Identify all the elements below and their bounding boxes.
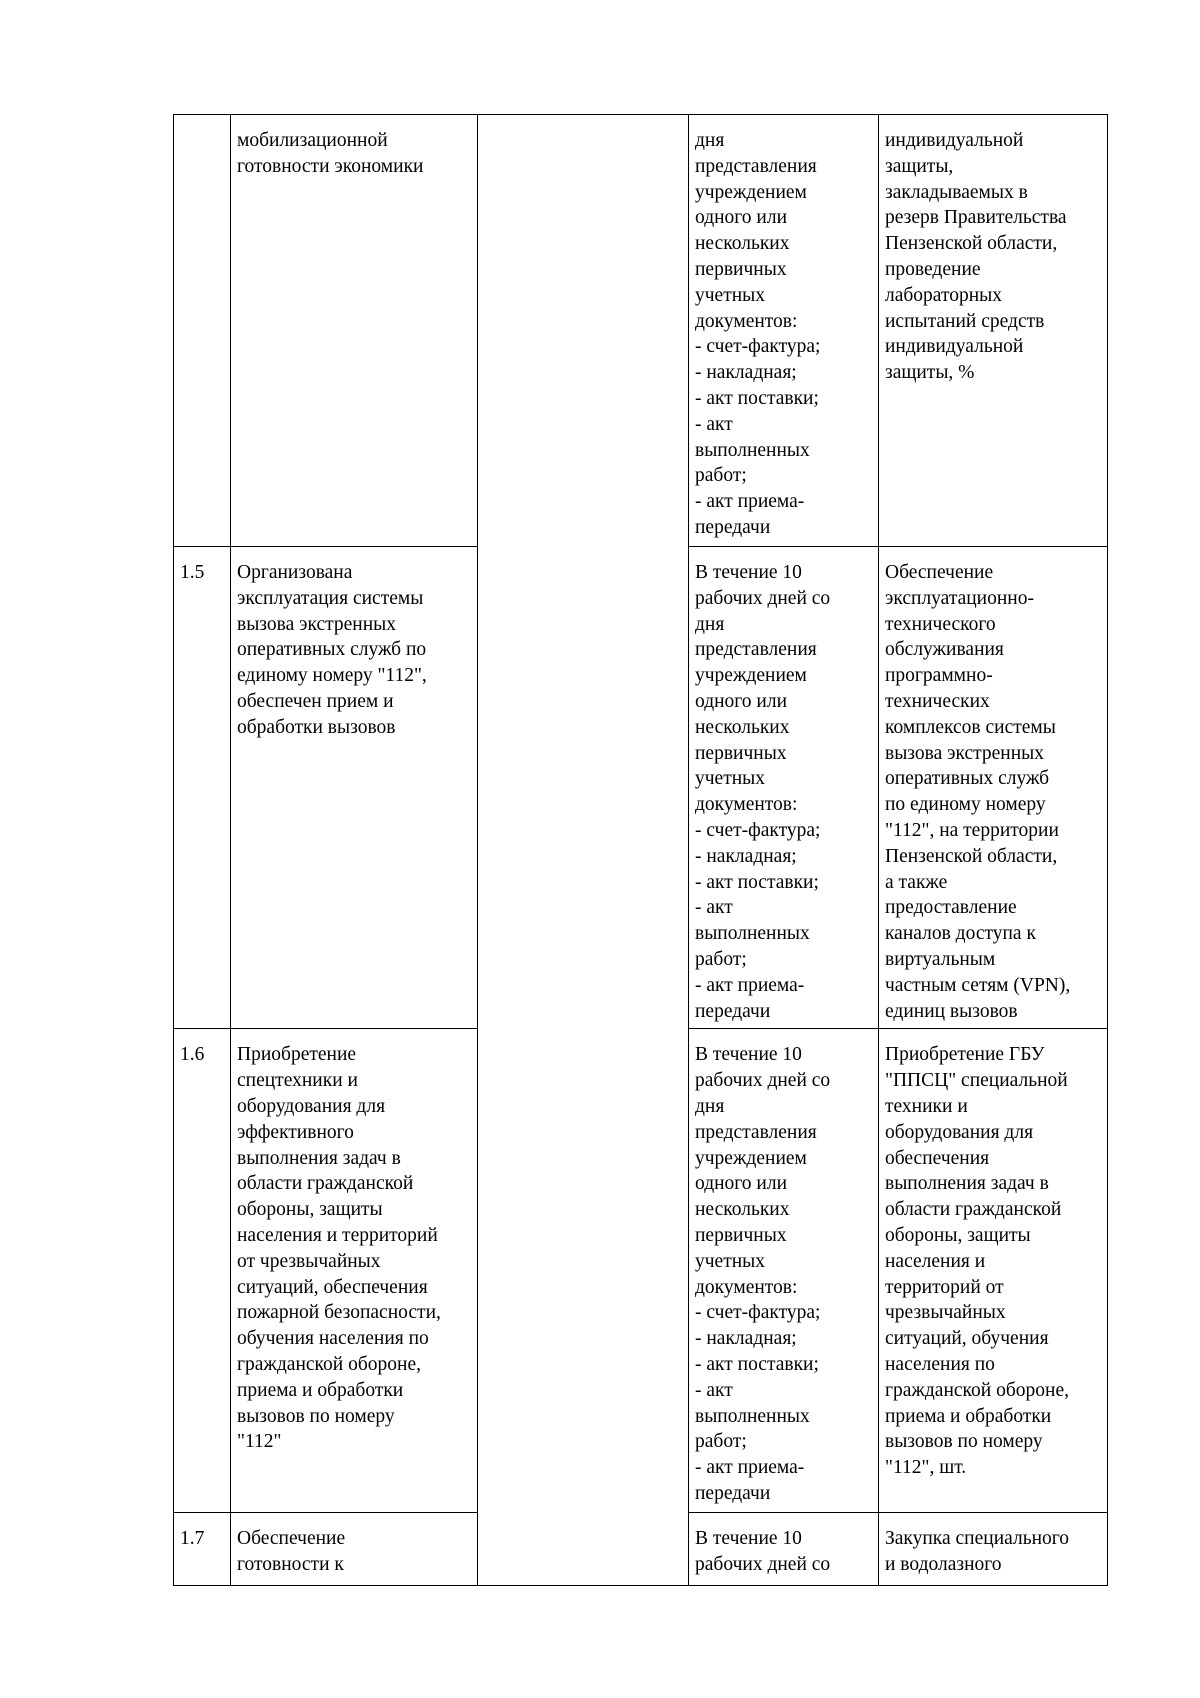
measure-name-cell: Приобретение спецтехники и оборудования для эффективного выполнения задач в области гражданской обороны, защиты населения и территорий от чрезвычайных ситуаций, обеспечения пожарной безопасности, обучения населения по гражданской обороне, приема и обработки вызовов по номеру "112" [231,1029,478,1513]
row-number-cell: 1.7 [174,1513,231,1586]
row-number-cell [174,115,231,547]
document-table [173,114,1108,1586]
term-cell: дня представления учреждением одного или нескольких первичных учетных документов: - счет-фактура; - накладная; - акт поставки; - акт выполненных работ; - акт приема- передачи [689,115,879,547]
measure-name-cell: мобилизационной готовности экономики [231,115,478,547]
indicator-cell: индивидуальной защиты, закладываемых в резерв Правительства Пензенской области, проведение лабораторных испытаний средств индивидуальной защиты, % [879,115,1108,547]
measure-name-cell: Обеспечение готовности к [231,1513,478,1586]
term-cell: В течение 10 рабочих дней со дня представления учреждением одного или нескольких первичных учетных документов: - счет-фактура; - накладная; - акт поставки; - акт выполненных работ; - акт приема- передачи [689,547,879,1029]
row-number-cell: 1.5 [174,547,231,1029]
measure-name-cell: Организована эксплуатация системы вызова экстренных оперативных служб по единому номеру "112", обеспечен прием и обработки вызовов [231,547,478,1029]
merged-empty-cell [478,115,689,1586]
term-cell: В течение 10 рабочих дней со [689,1513,879,1586]
row-number-cell: 1.6 [174,1029,231,1513]
indicator-cell: Обеспечение эксплуатационно- технического обслуживания программно- технических комплексов системы вызова экстренных оперативных служб по единому номеру "112", на территории Пензенской области, а также предоставление каналов доступа к виртуальным частным сетям (VPN), единиц вызовов [879,547,1108,1029]
indicator-cell: Закупка специального и водолазного [879,1513,1108,1586]
table-row [174,115,1108,547]
term-cell: В течение 10 рабочих дней со дня представления учреждением одного или нескольких первичных учетных документов: - счет-фактура; - накладная; - акт поставки; - акт выполненных работ; - акт приема- передачи [689,1029,879,1513]
indicator-cell: Приобретение ГБУ "ППСЦ" специальной техники и оборудования для обеспечения выполнения задач в области гражданской обороны, защиты населения и территорий от чрезвычайных ситуаций, обучения населения по гражданской обороне, приема и обработки вызовов по номеру "112", шт. [879,1029,1108,1513]
